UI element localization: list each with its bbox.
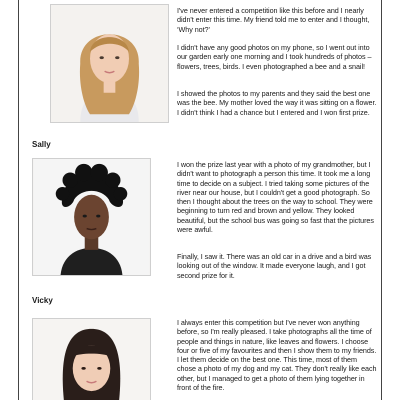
entry-2-name: Sally (32, 140, 51, 149)
girl-curly-hair-portrait-icon (33, 159, 150, 275)
entry-2-photo (32, 158, 151, 276)
entry-3-name: Vicky (32, 296, 53, 305)
entry-1-paragraph-1: I've never entered a competition like this before and I nearly didn't enter this time. My friend told me to enter and I thought, ‘Why not?' (177, 6, 370, 34)
girl-long-hair-portrait-icon (51, 5, 168, 122)
entry-3-photo (32, 318, 151, 400)
entry-1-paragraph-3: I showed the photos to my parents and they said the best one was the bee. My mother loved the way it was sitting on a flower. I didn't think I had a chance but I entered and I won first prize. (177, 89, 377, 117)
entry-2-paragraph-1: I won the prize last year with a photo of my grandmother, but I didn't want to photograph a person this time. It took me a long time to decide on a subject. I tried taking some pictures of the river near our house, but I couldn't get a good photograph. So then I thought about the trees on the way to school. They were beginning to turn red and brown and yellow. They looked beautiful, but the school bus was going so fast that the pictures were awful. (177, 160, 374, 235)
girl-fringe-hair-portrait-icon (33, 319, 150, 400)
entry-3-paragraph-1: I always enter this competition but I've never won anything before, so I'm really pleased. I take photographs all the time of people and things in nature, like leaves and flowers. I choose four or five of my favourites and then I show them to my friends. I let them decide on the best one. This time, most of them chose a photo of my dog and my cat. They don't really like each other, but I managed to get a photo of them lying together in front of the fire. (177, 318, 377, 393)
entry-1-paragraph-2: I didn't have any good photos on my phone, so I went out into our garden early one morning and I took hundreds of photos – flowers, trees, birds. I even photographed a bee and a snail! (177, 43, 372, 71)
entry-1-photo (50, 4, 169, 123)
entry-2-paragraph-2: Finally, I saw it. There was an old car in a drive and a bird was looking out of the window. It made everyone laugh, and I got second prize for it. (177, 252, 372, 280)
